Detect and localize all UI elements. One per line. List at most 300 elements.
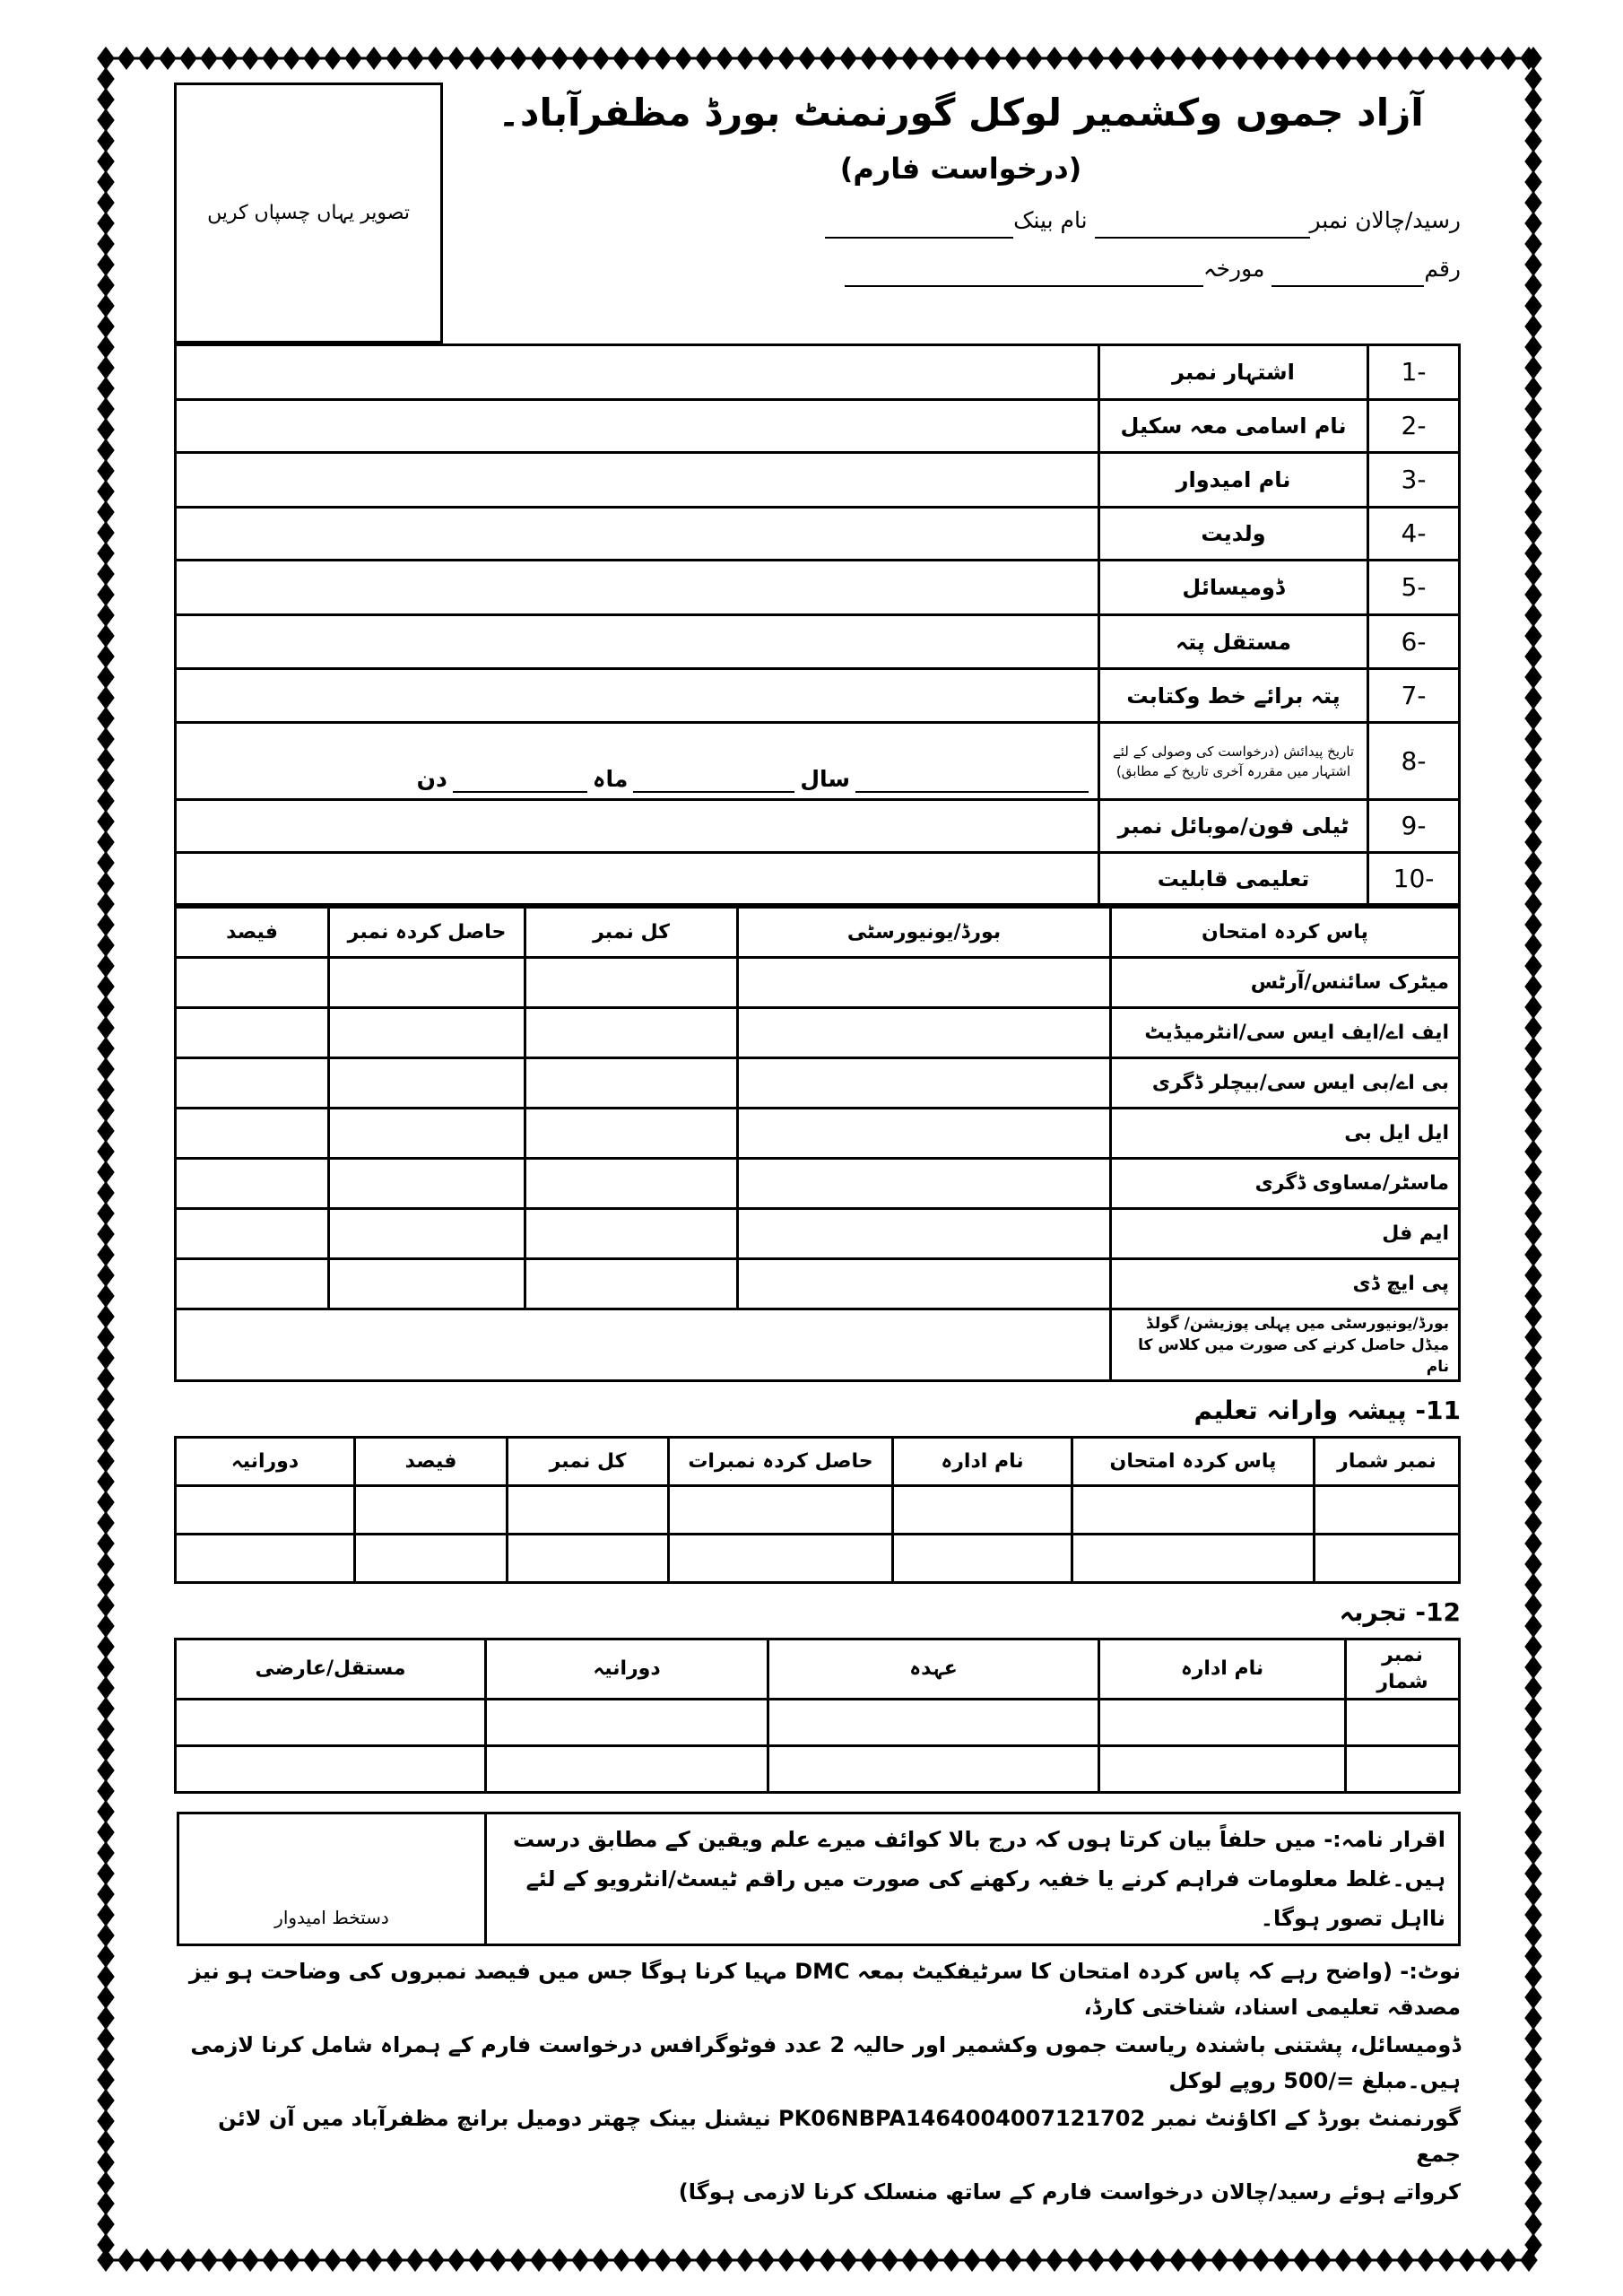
border-diamond bbox=[654, 47, 672, 70]
note-block bbox=[174, 1953, 1461, 2210]
border-diamond bbox=[1524, 1511, 1542, 1535]
table-row bbox=[176, 1008, 1460, 1058]
border-diamond bbox=[1524, 2068, 1542, 2092]
border-diamond bbox=[324, 2248, 342, 2272]
table-cell[interactable] bbox=[329, 1058, 525, 1109]
border-diamond bbox=[97, 1841, 115, 1865]
table-cell[interactable] bbox=[176, 1746, 486, 1793]
border-diamond bbox=[97, 274, 115, 297]
table-cell[interactable] bbox=[525, 1058, 738, 1109]
form-row bbox=[176, 723, 1460, 800]
border-diamond bbox=[1524, 1903, 1542, 1926]
table-cell[interactable] bbox=[738, 958, 1111, 1008]
date-field[interactable] bbox=[845, 265, 1203, 287]
border-diamond bbox=[736, 47, 754, 70]
border-diamond bbox=[97, 562, 115, 586]
border-diamond bbox=[97, 1119, 115, 1143]
column-header: نام ادارہ bbox=[893, 1438, 1072, 1486]
border-diamond bbox=[1334, 47, 1352, 70]
border-diamond bbox=[695, 2248, 713, 2272]
border-diamond bbox=[97, 2151, 115, 2174]
form-row bbox=[176, 345, 1460, 400]
table-cell[interactable] bbox=[329, 1259, 525, 1309]
table-cell[interactable] bbox=[329, 1209, 525, 1259]
border-diamond bbox=[1417, 2248, 1435, 2272]
border-diamond bbox=[819, 2248, 837, 2272]
table-cell[interactable] bbox=[893, 1486, 1072, 1535]
border-diamond bbox=[509, 47, 527, 70]
border-diamond bbox=[1524, 1965, 1542, 1988]
border-diamond bbox=[881, 47, 898, 70]
table-cell[interactable] bbox=[176, 1058, 329, 1109]
border-diamond bbox=[1524, 1635, 1542, 1658]
border-diamond bbox=[97, 67, 115, 91]
border-diamond bbox=[97, 47, 115, 70]
form-row-value[interactable] bbox=[176, 400, 1099, 453]
personal-info-table bbox=[174, 344, 1461, 906]
border-diamond bbox=[97, 212, 115, 235]
row-label: بی اے/بی ایس سی/بیچلر ڈگری bbox=[1111, 1058, 1460, 1109]
dob-day-label: دن bbox=[416, 766, 447, 792]
border-diamond bbox=[757, 2248, 775, 2272]
table-cell[interactable] bbox=[1099, 1700, 1346, 1746]
table-cell[interactable] bbox=[738, 1259, 1111, 1309]
border-diamond bbox=[97, 604, 115, 627]
table-cell[interactable] bbox=[525, 1159, 738, 1209]
form-row-value[interactable] bbox=[176, 453, 1099, 508]
border-diamond bbox=[1524, 1346, 1542, 1370]
border-diamond bbox=[592, 2248, 610, 2272]
form-row-label: نام اسامی معہ سکیل bbox=[1099, 400, 1368, 453]
border-diamond bbox=[1524, 1573, 1542, 1596]
border-diamond bbox=[427, 47, 445, 70]
border-diamond bbox=[344, 2248, 362, 2272]
dob-blank[interactable] bbox=[453, 771, 587, 793]
table-cell[interactable] bbox=[176, 1209, 329, 1259]
table-cell[interactable] bbox=[176, 1008, 329, 1058]
border-diamond bbox=[221, 2248, 239, 2272]
border-diamond bbox=[736, 2248, 754, 2272]
border-diamond bbox=[97, 521, 115, 544]
amount-line bbox=[461, 251, 1461, 287]
border-diamond bbox=[1524, 913, 1542, 936]
border-diamond bbox=[97, 1986, 115, 2009]
border-diamond bbox=[1169, 2248, 1187, 2272]
table-cell[interactable] bbox=[525, 1109, 738, 1159]
table-cell[interactable] bbox=[525, 1259, 738, 1309]
border-diamond bbox=[881, 2248, 898, 2272]
bank-label: نام بینک bbox=[1013, 207, 1088, 233]
table-cell[interactable] bbox=[355, 1535, 508, 1583]
dob-year-label: سال bbox=[800, 766, 850, 792]
form-row-value[interactable] bbox=[176, 800, 1099, 853]
border-diamond bbox=[97, 418, 115, 441]
receipt-line bbox=[461, 203, 1461, 239]
table-cell[interactable] bbox=[738, 1159, 1111, 1209]
border-diamond bbox=[674, 47, 692, 70]
row-label: میٹرک سائنس/آرٹس bbox=[1111, 958, 1460, 1008]
border-diamond bbox=[612, 2248, 630, 2272]
border-diamond bbox=[1524, 1367, 1542, 1390]
border-diamond bbox=[262, 2248, 280, 2272]
table-cell[interactable] bbox=[738, 1058, 1111, 1109]
position-class-field[interactable] bbox=[176, 1309, 1111, 1381]
challan-label: رسید/چالان نمبر bbox=[1309, 207, 1461, 233]
border-diamond bbox=[97, 1470, 115, 1493]
border-diamond bbox=[1314, 2248, 1332, 2272]
border-diamond bbox=[695, 47, 713, 70]
professional-table bbox=[174, 1436, 1461, 1584]
table-cell[interactable] bbox=[176, 1159, 329, 1209]
column-header: نمبر شمار bbox=[1346, 1639, 1460, 1700]
border-diamond bbox=[798, 2248, 816, 2272]
border-diamond bbox=[1190, 47, 1208, 70]
table-cell[interactable] bbox=[738, 1008, 1111, 1058]
border-diamond bbox=[1524, 1614, 1542, 1638]
border-diamond bbox=[1066, 47, 1084, 70]
table-cell[interactable] bbox=[176, 1259, 329, 1309]
border-diamond bbox=[1524, 459, 1542, 483]
border-diamond bbox=[1376, 2248, 1393, 2272]
table-cell[interactable] bbox=[738, 1109, 1111, 1159]
border-diamond bbox=[1087, 47, 1105, 70]
table-cell[interactable] bbox=[738, 1209, 1111, 1259]
border-diamond bbox=[97, 1965, 115, 1988]
border-diamond bbox=[1524, 2027, 1542, 2050]
border-diamond bbox=[97, 1759, 115, 1782]
table-cell[interactable] bbox=[525, 1008, 738, 1058]
border-diamond bbox=[1524, 604, 1542, 627]
note-line-3: گورنمنٹ بورڈ کے اکاؤنٹ نمبر PK06NBPA1464004007121702 نیشنل بینک چھتر دومیل برانچ مظفرآباد میں آن لائن جمع bbox=[218, 2106, 1461, 2167]
border-diamond bbox=[97, 129, 115, 152]
declaration-text: اقرار نامہ:- میں حلفاً بیان کرتا ہوں کہ درج بالا کوائف میرے علم ویقین کے مطابق درست ہیں۔غلط معلومات فراہم کرنے یا خفیہ رکھنے کی صورت میں راقم ٹیسٹ/انٹرویو کے لئے نااہل تصور ہوگا۔ bbox=[486, 1813, 1460, 1945]
border-diamond bbox=[97, 1305, 115, 1328]
border-diamond bbox=[1524, 1944, 1542, 1968]
border-diamond bbox=[200, 47, 218, 70]
border-diamond bbox=[97, 1821, 115, 1844]
border-diamond bbox=[97, 1449, 115, 1473]
table-cell[interactable] bbox=[1346, 1700, 1460, 1746]
form-row bbox=[176, 800, 1460, 853]
border-diamond bbox=[97, 1057, 115, 1081]
table-row bbox=[176, 1058, 1460, 1109]
border-diamond bbox=[1524, 1119, 1542, 1143]
border-diamond bbox=[138, 2248, 156, 2272]
dob-blank[interactable] bbox=[633, 771, 794, 793]
border-diamond bbox=[97, 88, 115, 111]
form-row-number: 2- bbox=[1368, 400, 1460, 453]
border-diamond bbox=[1128, 2248, 1146, 2272]
border-diamond bbox=[97, 975, 115, 998]
border-diamond bbox=[97, 1243, 115, 1266]
challan-field[interactable] bbox=[1095, 217, 1310, 239]
border-diamond bbox=[1231, 47, 1249, 70]
border-diamond bbox=[97, 1387, 115, 1411]
table-cell[interactable] bbox=[1099, 1746, 1346, 1793]
border-diamond bbox=[97, 934, 115, 957]
border-diamond bbox=[1524, 934, 1542, 957]
form-row-value[interactable] bbox=[176, 669, 1099, 723]
form-row-value[interactable] bbox=[176, 508, 1099, 561]
border-diamond bbox=[97, 1552, 115, 1576]
border-diamond bbox=[963, 47, 981, 70]
border-diamond bbox=[1524, 521, 1542, 544]
form-row-value[interactable] bbox=[176, 561, 1099, 615]
table-cell[interactable] bbox=[329, 1159, 525, 1209]
form-row-value[interactable] bbox=[176, 345, 1099, 400]
border-diamond bbox=[1524, 2171, 1542, 2195]
border-diamond bbox=[1524, 1305, 1542, 1328]
border-diamond bbox=[241, 47, 259, 70]
form-row bbox=[176, 508, 1460, 561]
table-cell[interactable] bbox=[508, 1486, 669, 1535]
table-cell[interactable] bbox=[176, 1535, 355, 1583]
border-diamond bbox=[97, 1181, 115, 1205]
header-row bbox=[176, 1438, 1460, 1486]
form-row bbox=[176, 561, 1460, 615]
border-diamond bbox=[97, 542, 115, 565]
amount-label: رقم bbox=[1424, 256, 1461, 282]
border-diamond bbox=[97, 1594, 115, 1617]
border-diamond bbox=[1524, 1841, 1542, 1865]
border-diamond bbox=[1524, 1387, 1542, 1411]
border-diamond bbox=[860, 47, 878, 70]
border-diamond bbox=[839, 47, 857, 70]
border-diamond bbox=[97, 748, 115, 771]
border-diamond bbox=[1437, 47, 1455, 70]
border-diamond bbox=[1524, 1408, 1542, 1431]
table-cell[interactable] bbox=[486, 1700, 768, 1746]
border-diamond bbox=[159, 2248, 177, 2272]
form-header bbox=[174, 83, 1461, 344]
border-diamond bbox=[1417, 47, 1435, 70]
table-cell[interactable] bbox=[1072, 1486, 1315, 1535]
border-diamond bbox=[1524, 109, 1542, 132]
form-row bbox=[176, 453, 1460, 508]
border-diamond bbox=[1524, 1429, 1542, 1452]
border-diamond bbox=[1524, 1284, 1542, 1308]
table-cell[interactable] bbox=[176, 1486, 355, 1535]
border-diamond bbox=[97, 439, 115, 462]
border-diamond bbox=[654, 2248, 672, 2272]
border-diamond bbox=[1524, 831, 1542, 854]
table-cell[interactable] bbox=[525, 958, 738, 1008]
column-header: بورڈ/یونیورسٹی bbox=[738, 908, 1111, 958]
table-cell[interactable] bbox=[669, 1486, 893, 1535]
border-diamond bbox=[777, 47, 795, 70]
dob-field[interactable] bbox=[176, 723, 1099, 800]
border-diamond bbox=[1087, 2248, 1105, 2272]
column-header: دورانیہ bbox=[486, 1639, 768, 1700]
table-cell[interactable] bbox=[768, 1746, 1099, 1793]
border-diamond bbox=[551, 2248, 568, 2272]
header-row bbox=[176, 1639, 1460, 1700]
table-cell[interactable] bbox=[329, 958, 525, 1008]
education-table bbox=[174, 906, 1461, 1382]
border-diamond bbox=[97, 2109, 115, 2133]
border-diamond bbox=[1524, 1883, 1542, 1906]
border-diamond bbox=[489, 47, 507, 70]
border-diamond bbox=[1524, 1449, 1542, 1473]
border-diamond bbox=[1499, 2248, 1517, 2272]
border-diamond bbox=[1524, 232, 1542, 256]
border-diamond bbox=[1524, 1140, 1542, 1163]
form-row-label: ڈومیسائل bbox=[1099, 561, 1368, 615]
border-diamond bbox=[798, 47, 816, 70]
border-diamond bbox=[901, 47, 919, 70]
border-diamond bbox=[282, 47, 300, 70]
border-diamond bbox=[468, 47, 486, 70]
column-header: عہدہ bbox=[768, 1639, 1099, 1700]
border-diamond bbox=[1479, 47, 1497, 70]
border-diamond bbox=[1524, 191, 1542, 214]
table-row bbox=[176, 1700, 1460, 1746]
border-diamond bbox=[406, 2248, 424, 2272]
border-diamond bbox=[1524, 583, 1542, 606]
table-cell[interactable] bbox=[176, 1109, 329, 1159]
border-diamond bbox=[97, 2233, 115, 2257]
form-row-value[interactable] bbox=[176, 853, 1099, 905]
border-diamond bbox=[1376, 47, 1393, 70]
border-diamond bbox=[97, 624, 115, 648]
border-diamond bbox=[1524, 2213, 1542, 2236]
border-diamond bbox=[97, 1408, 115, 1431]
border-diamond bbox=[1437, 2248, 1455, 2272]
border-diamond bbox=[97, 1140, 115, 1163]
border-diamond bbox=[901, 2248, 919, 2272]
border-diamond bbox=[97, 2213, 115, 2236]
table-cell[interactable] bbox=[1346, 1746, 1460, 1793]
border-diamond bbox=[1025, 2248, 1043, 2272]
border-diamond bbox=[1524, 645, 1542, 668]
table-cell[interactable] bbox=[508, 1535, 669, 1583]
border-diamond bbox=[571, 47, 589, 70]
border-diamond bbox=[1524, 67, 1542, 91]
dob-blank[interactable] bbox=[855, 771, 1089, 793]
form-row-value[interactable] bbox=[176, 615, 1099, 669]
form-row-number: 4- bbox=[1368, 508, 1460, 561]
border-diamond bbox=[1524, 727, 1542, 751]
border-diamond bbox=[1524, 212, 1542, 235]
border-diamond bbox=[97, 1718, 115, 1741]
border-diamond bbox=[1524, 1264, 1542, 1287]
border-diamond bbox=[1524, 274, 1542, 297]
border-diamond bbox=[1524, 1656, 1542, 1679]
table-cell[interactable] bbox=[329, 1008, 525, 1058]
border-diamond bbox=[922, 47, 940, 70]
column-header: فیصد bbox=[355, 1438, 508, 1486]
header-row bbox=[176, 908, 1460, 958]
border-diamond bbox=[716, 2248, 733, 2272]
border-diamond bbox=[365, 47, 383, 70]
border-diamond bbox=[406, 47, 424, 70]
border-diamond bbox=[447, 2248, 465, 2272]
border-diamond bbox=[97, 727, 115, 751]
table-cell[interactable] bbox=[669, 1535, 893, 1583]
border-diamond bbox=[117, 47, 135, 70]
table-cell[interactable] bbox=[176, 1700, 486, 1746]
border-diamond bbox=[97, 1924, 115, 1947]
table-cell[interactable] bbox=[486, 1746, 768, 1793]
border-diamond bbox=[1524, 397, 1542, 421]
table-cell[interactable] bbox=[1072, 1535, 1315, 1583]
date-label: مورخہ bbox=[1202, 256, 1265, 282]
form-content bbox=[174, 83, 1461, 2212]
border-diamond bbox=[1524, 1800, 1542, 1823]
amount-field[interactable] bbox=[1271, 265, 1424, 287]
border-diamond bbox=[97, 645, 115, 668]
table-cell[interactable] bbox=[355, 1486, 508, 1535]
form-row-label: نام امیدوار bbox=[1099, 453, 1368, 508]
border-diamond bbox=[1524, 748, 1542, 771]
border-diamond bbox=[241, 2248, 259, 2272]
border-diamond bbox=[97, 1161, 115, 1184]
border-diamond bbox=[1252, 2248, 1270, 2272]
border-diamond bbox=[1524, 1243, 1542, 1266]
table-cell[interactable] bbox=[176, 958, 329, 1008]
border-diamond bbox=[839, 2248, 857, 2272]
table-cell[interactable] bbox=[1315, 1535, 1460, 1583]
border-diamond bbox=[303, 47, 321, 70]
border-diamond bbox=[344, 47, 362, 70]
header-text bbox=[443, 83, 1461, 344]
border-diamond bbox=[97, 1037, 115, 1060]
border-diamond bbox=[1524, 1202, 1542, 1225]
border-diamond bbox=[1524, 1326, 1542, 1349]
border-diamond bbox=[1524, 1862, 1542, 1885]
border-diamond bbox=[1128, 47, 1146, 70]
border-diamond bbox=[97, 769, 115, 792]
row-label: ایم فل bbox=[1111, 1209, 1460, 1259]
border-diamond bbox=[1293, 2248, 1311, 2272]
border-diamond bbox=[1524, 294, 1542, 317]
border-diamond bbox=[97, 500, 115, 524]
table-cell[interactable] bbox=[1315, 1486, 1460, 1535]
column-header: پاس کردہ امتحان bbox=[1072, 1438, 1315, 1486]
border-diamond bbox=[1524, 562, 1542, 586]
border-diamond bbox=[1524, 1532, 1542, 1555]
photo-box bbox=[174, 83, 443, 344]
table-cell[interactable] bbox=[768, 1700, 1099, 1746]
table-cell[interactable] bbox=[525, 1209, 738, 1259]
border-diamond bbox=[1190, 2248, 1208, 2272]
border-diamond bbox=[97, 583, 115, 606]
border-diamond bbox=[1524, 1552, 1542, 1576]
border-diamond bbox=[447, 47, 465, 70]
border-diamond bbox=[97, 1367, 115, 1390]
border-diamond bbox=[97, 1614, 115, 1638]
border-diamond bbox=[324, 47, 342, 70]
border-diamond bbox=[1524, 377, 1542, 400]
border-diamond bbox=[97, 1264, 115, 1287]
table-cell[interactable] bbox=[329, 1109, 525, 1159]
dob-month-label: ماہ bbox=[592, 766, 629, 792]
border-diamond bbox=[1524, 1161, 1542, 1184]
border-diamond bbox=[97, 2068, 115, 2092]
border-diamond bbox=[97, 996, 115, 1019]
border-diamond bbox=[1524, 480, 1542, 503]
border-diamond bbox=[633, 2248, 651, 2272]
border-diamond bbox=[1046, 47, 1063, 70]
border-diamond bbox=[1524, 892, 1542, 916]
border-diamond bbox=[1252, 47, 1270, 70]
border-diamond bbox=[1169, 47, 1187, 70]
signature-box[interactable] bbox=[178, 1813, 486, 1945]
table-cell[interactable] bbox=[893, 1535, 1072, 1583]
border-diamond bbox=[1272, 2248, 1290, 2272]
column-header: دورانیہ bbox=[176, 1438, 355, 1486]
bank-field[interactable] bbox=[825, 217, 1013, 239]
